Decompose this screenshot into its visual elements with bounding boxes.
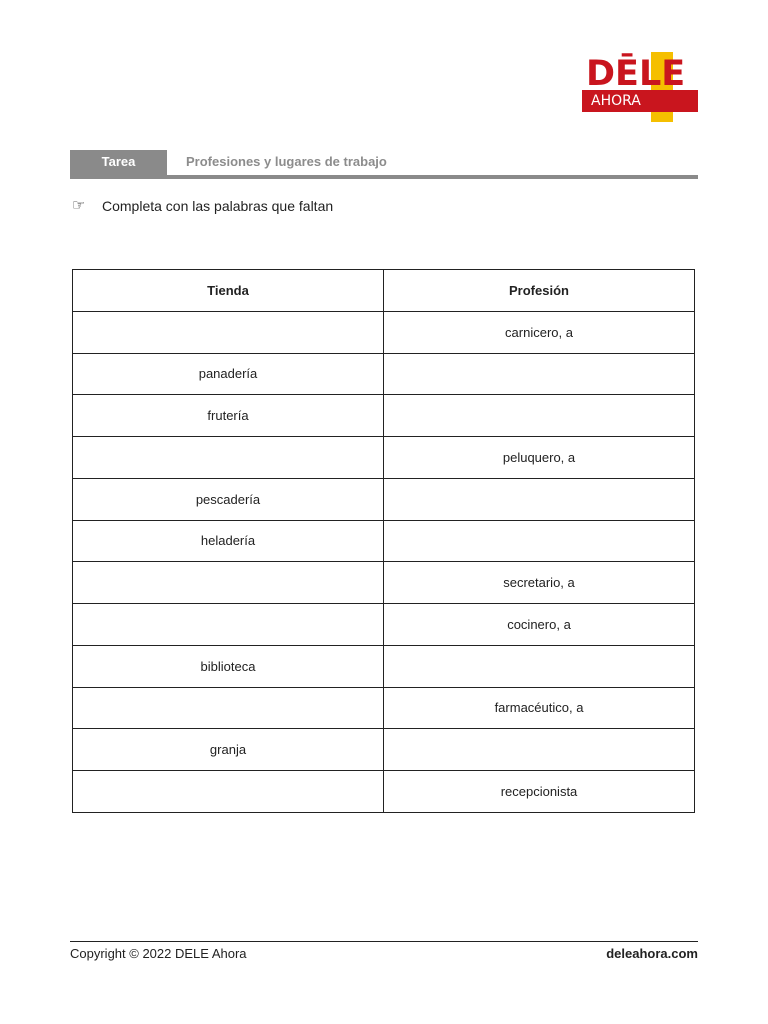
logo-ahora-text: AHORA: [591, 93, 641, 109]
table-row: [73, 771, 695, 813]
tienda-cell: [73, 604, 384, 646]
profesion-cell: recepcionista: [384, 771, 695, 813]
profesion-cell: peluquero, a: [384, 437, 695, 479]
profesion-cell: [384, 729, 695, 771]
task-header: [70, 150, 698, 179]
tienda-cell: [73, 311, 384, 353]
instruction: [72, 196, 333, 216]
profesion-cell: farmacéutico, a: [384, 687, 695, 729]
table-row: [73, 395, 695, 437]
profesion-cell: cocinero, a: [384, 604, 695, 646]
task-header-rule: [70, 175, 698, 179]
exercise-table: [72, 269, 695, 813]
table-row: [73, 311, 695, 353]
table-header-row: [73, 270, 695, 312]
tienda-cell: panadería: [73, 353, 384, 395]
table-row: [73, 353, 695, 395]
tienda-cell: heladería: [73, 520, 384, 562]
table-row: [73, 729, 695, 771]
copyright-text: Copyright © 2022 DELE Ahora: [70, 946, 247, 961]
table-row: [73, 437, 695, 479]
profesion-cell: secretario, a: [384, 562, 695, 604]
pointing-hand-icon: ☞: [72, 197, 86, 214]
tienda-cell: [73, 562, 384, 604]
tienda-cell: [73, 771, 384, 813]
table-row: [73, 562, 695, 604]
tienda-cell: pescadería: [73, 478, 384, 520]
footer-rule: [70, 941, 698, 942]
table-row: [73, 478, 695, 520]
profesion-cell: [384, 395, 695, 437]
table-row: [73, 645, 695, 687]
logo-dele-text: DĒLE: [586, 54, 686, 94]
tienda-cell: granja: [73, 729, 384, 771]
site-link[interactable]: deleahora.com: [606, 946, 698, 961]
profesion-cell: [384, 478, 695, 520]
task-title: Profesiones y lugares de trabajo: [186, 154, 387, 169]
column-header-tienda: Tienda: [73, 270, 384, 312]
tienda-cell: [73, 687, 384, 729]
column-header-profesion: Profesión: [384, 270, 695, 312]
table-row: [73, 604, 695, 646]
profesion-cell: [384, 645, 695, 687]
instruction-text: Completa con las palabras que faltan: [102, 198, 334, 214]
profesion-cell: [384, 353, 695, 395]
table-row: [73, 520, 695, 562]
dele-ahora-logo: [582, 52, 700, 122]
tienda-cell: [73, 437, 384, 479]
tienda-cell: frutería: [73, 395, 384, 437]
profesion-cell: [384, 520, 695, 562]
table-row: [73, 687, 695, 729]
task-label: Tarea: [70, 150, 167, 179]
profesion-cell: carnicero, a: [384, 311, 695, 353]
tienda-cell: biblioteca: [73, 645, 384, 687]
